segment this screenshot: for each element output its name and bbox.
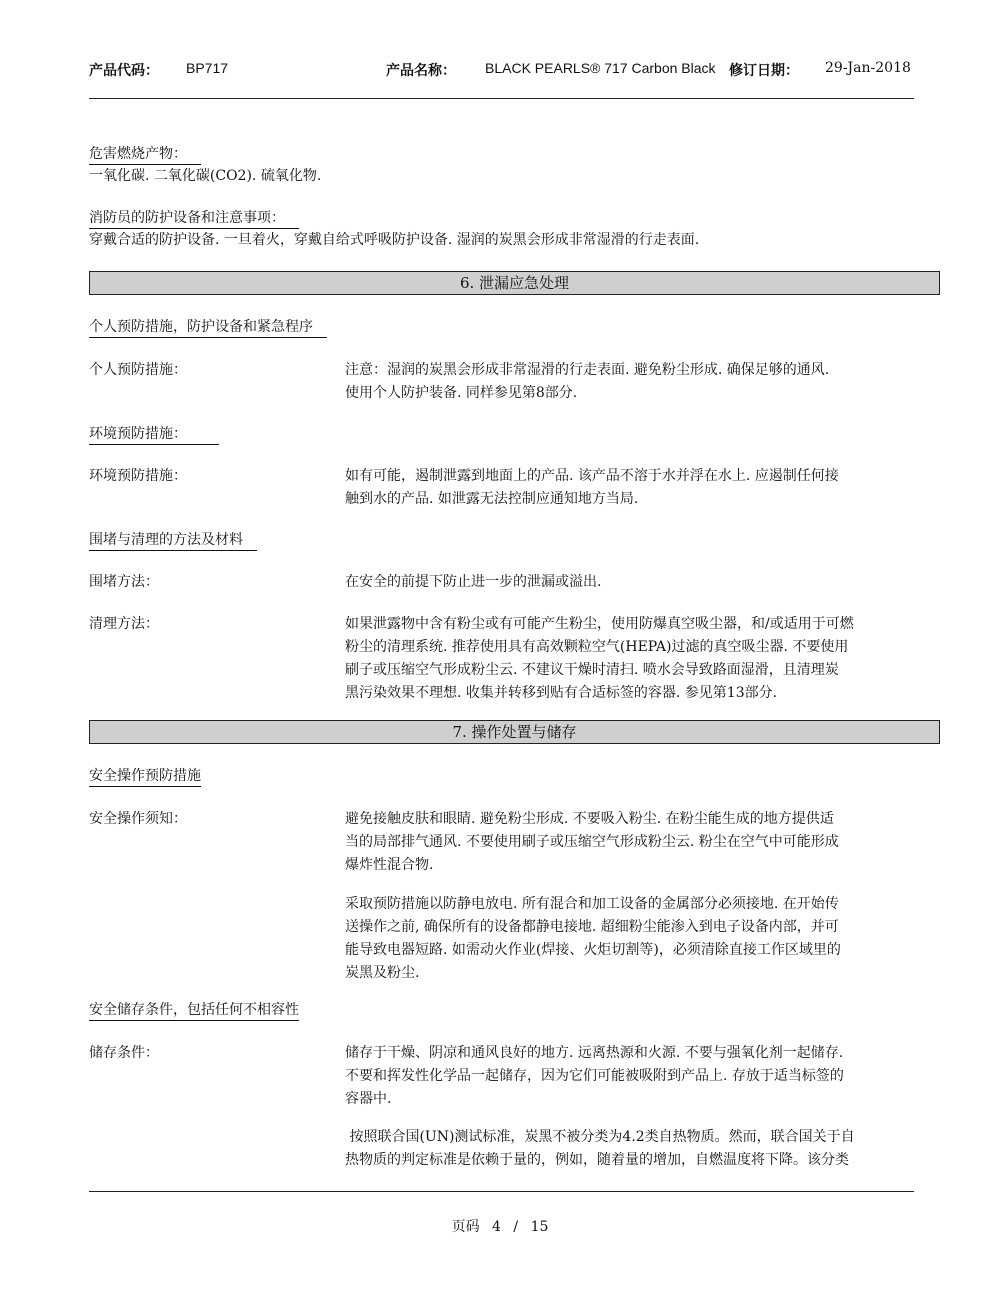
personal-precautions-text <box>345 359 937 405</box>
personal-precautions-label: 个人预防措施： <box>89 362 187 378</box>
handling-text <box>345 808 937 877</box>
revision-date-label: 修订日期： <box>729 63 799 79</box>
text-line: 触到水的产品. 如泄露无法控制应通知地方当局. <box>345 491 639 507</box>
firefighter-text: 穿戴合适的防护设备. 一旦着火，穿戴自给式呼吸防护设备. 湿润的炭黑会形成非常湿滑的行走表面. <box>89 232 700 248</box>
storage-label: 储存条件： <box>89 1045 159 1061</box>
section-6-title: 6. 泄漏应急处理 <box>89 271 940 295</box>
safe-handling-heading: 安全操作预防措施 <box>89 767 201 787</box>
containment-text <box>345 571 937 594</box>
page-label: 页码 <box>451 1219 480 1235</box>
handling-label: 安全操作须知： <box>89 811 187 827</box>
section-7-title: 7. 操作处置与储存 <box>89 720 940 744</box>
environmental-heading: 环境预防措施： <box>89 425 219 445</box>
environmental-label: 环境预防措施： <box>89 468 187 484</box>
product-code-label: 产品代码： <box>89 63 159 79</box>
text-line: 在安全的前提下防止进一步的泄漏或溢出. <box>345 574 602 590</box>
text-line: 采取预防措施以防静电放电. 所有混合和加工设备的金属部分必须接地. 在开始传 <box>345 896 839 912</box>
text-line: 不要和挥发性化学品一起储存，因为它们可能被吸附到产品上. 存放于适当标签的 <box>345 1068 844 1084</box>
firefighter-title: 消防员的防护设备和注意事项： <box>89 209 299 229</box>
combustion-text: 一氧化碳. 二氧化碳(CO2). 硫氧化物. <box>89 168 322 184</box>
storage-text <box>345 1042 937 1111</box>
containment-label: 围堵方法： <box>89 574 159 590</box>
text-line: 送操作之前, 确保所有的设备都静电接地. 超细粉尘能渗入到电子设备内部，并可 <box>345 919 839 935</box>
text-line: 黑污染效果不理想. 收集并转移到贴有合适标签的容器. 参见第13部分. <box>345 685 778 701</box>
product-name-label: 产品名称： <box>386 63 456 79</box>
text-line: 热物质的判定标准是依赖于量的，例如，随着量的增加，自燃温度将下降。该分类 <box>345 1152 849 1168</box>
text-line: 刷子或压缩空气形成粉尘云. 不建议干燥时清扫. 喷水会导致路面湿滑，且清理炭 <box>345 662 839 678</box>
page-total: 15 <box>530 1219 549 1235</box>
page-current: 4 <box>492 1219 501 1235</box>
page-number <box>0 1216 1000 1236</box>
containment-heading: 围堵与清理的方法及材料 <box>89 531 257 551</box>
environmental-text <box>345 465 937 511</box>
page-header <box>89 60 914 84</box>
text-line: 按照联合国(UN)测试标准，炭黑不被分类为4.2类自热物质。然而，联合国关于自 <box>345 1129 855 1145</box>
footer-rule <box>89 1191 914 1192</box>
storage-text-un <box>345 1126 937 1172</box>
cleaning-text <box>345 613 937 705</box>
personal-precautions-heading: 个人预防措施，防护设备和紧急程序 <box>89 318 327 338</box>
storage-heading: 安全储存条件，包括任何不相容性 <box>89 1001 299 1021</box>
text-line: 能导致电器短路. 如需动火作业(焊接、火炬切割等)，必须清除直接工作区域里的 <box>345 942 841 958</box>
text-line: 注意：湿润的炭黑会形成非常湿滑的行走表面. 避免粉尘形成. 确保足够的通风. <box>345 362 830 378</box>
text-line: 如有可能，遏制泄露到地面上的产品. 该产品不溶于水并浮在水上. 应遏制任何接 <box>345 468 839 484</box>
text-line: 炭黑及粉尘. <box>345 965 420 981</box>
text-line: 当的局部排气通风. 不要使用刷子或压缩空气形成粉尘云. 粉尘在空气中可能形成 <box>345 834 839 850</box>
page-separator: / <box>513 1219 519 1235</box>
combustion-title: 危害燃烧产物： <box>89 145 201 165</box>
text-line: 爆炸性混合物. <box>345 857 434 873</box>
product-name-value: BLACK PEARLS® 717 Carbon Black <box>485 60 716 76</box>
text-line: 储存于干燥、阴凉和通风良好的地方. 远离热源和火源. 不要与强氧化剂一起储存. <box>345 1045 844 1061</box>
handling-text-static <box>345 893 937 985</box>
text-line: 如果泄露物中含有粉尘或有可能产生粉尘，使用防爆真空吸尘器，和/或适用于可燃 <box>345 616 854 632</box>
text-line: 避免接触皮肤和眼睛. 避免粉尘形成. 不要吸入粉尘. 在粉尘能生成的地方提供适 <box>345 811 834 827</box>
text-line: 容器中. <box>345 1091 392 1107</box>
text-line: 粉尘的清理系统. 推荐使用具有高效颗粒空气(HEPA)过滤的真空吸尘器. 不要使用 <box>345 639 849 655</box>
product-code-value: BP717 <box>186 60 229 76</box>
cleaning-label: 清理方法： <box>89 616 159 632</box>
revision-date-value: 29-Jan-2018 <box>825 60 911 76</box>
text-line: 使用个人防护装备. 同样参见第8部分. <box>345 385 578 401</box>
header-rule <box>89 98 914 99</box>
